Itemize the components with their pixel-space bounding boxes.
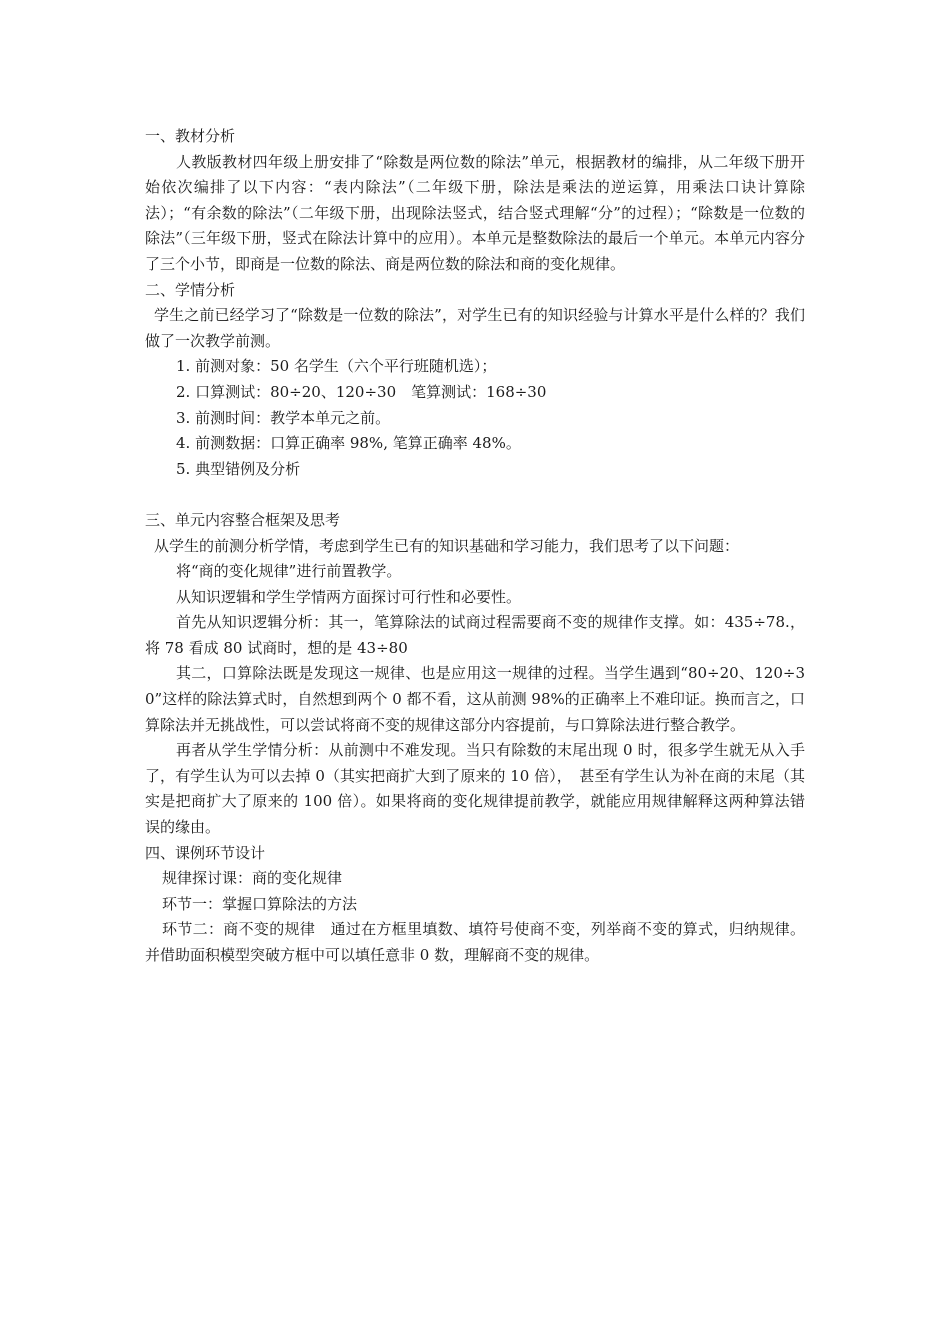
blank-line	[145, 482, 805, 508]
section-heading-student-analysis: 二、学情分析	[145, 280, 236, 299]
section-heading-framework: 三、单元内容整合框架及思考	[145, 510, 341, 529]
list-item-pretest-time: 3. 前测时间：教学本单元之前。	[176, 408, 391, 427]
paragraph-lesson-step-one: 环节一：掌握口算除法的方法	[162, 894, 358, 913]
paragraph-framework-intro: 从学生的前测分析学情，考虑到学生已有的知识基础和学习能力，我们思考了以下问题：	[154, 536, 740, 555]
paragraph-framework-oral: 其二，口算除法既是发现这一规律、也是应用这一规律的过程。当学生遇到“80÷20、120÷30”这样的除法算式时，自然想到两个 0 都不看，这从前测 98%的正确率上不难印证。换而言之，口算除法并无挑战性，可以尝试将商不变的规律这部分内容提前，与口算除法进行整合教学。	[145, 664, 805, 734]
paragraph-textbook-analysis: 人教版教材四年级上册安排了“除数是两位数的除法”单元，根据教材的编排，从二年级下册开始依次编排了以下内容：“表内除法”（二年级下册，除法是乘法的逆运算，用乘法口诀计算除法）；“有余数的除法”（二年级下册，出现除法竖式，结合竖式理解“分”的过程）；“除数是一位数的除法”（三年级下册，竖式在除法计算中的应用）。本单元是整数除法的最后一个单元。本单元内容分了三个小节，即商是一位数的除法、商是两位数的除法和商的变化规律。	[145, 152, 805, 273]
paragraph-framework-learning: 再者从学生学情分析：从前测中不难发现。当只有除数的末尾出现 0 时，很多学生就无从入手了，有学生认为可以去掉 0（其实把商扩大到了原来的 10 倍）， 甚至有学生认为补在商的末尾（其实是把商扩大了原来的 100 倍）。如果将商的变化规律提前教学，就能应用规律解释这两种算法错误的缘由。	[145, 741, 805, 837]
section-heading-textbook-analysis: 一、教材分析	[145, 127, 236, 145]
paragraph-framework-feasibility: 从知识逻辑和学生学情两方面探讨可行性和必要性。	[176, 587, 522, 606]
list-item-typical-errors: 5. 典型错例及分析	[176, 459, 301, 478]
list-item-pretest-content: 2. 口算测试：80÷20、120÷30 笔算测试：168÷30	[176, 382, 547, 401]
paragraph-student-analysis: 学生之前已经学习了“除数是一位数的除法”，对学生已有的知识经验与计算水平是什么样的？我们做了一次教学前测。	[145, 306, 805, 350]
document-body	[145, 124, 805, 969]
list-item-pretest-subjects: 1. 前测对象：50 名学生（六个平行班随机选）；	[176, 357, 497, 376]
paragraph-lesson-step-two: 环节二：商不变的规律 通过在方框里填数、填符号使商不变，列举商不变的算式，归纳规律。并借助面积模型突破方框中可以填任意非 0 数，理解商不变的规律。	[145, 920, 805, 964]
section-heading-lesson-design: 四、课例环节设计	[145, 843, 266, 862]
paragraph-framework-logic: 首先从知识逻辑分析：其一，笔算除法的试商过程需要商不变的规律作支撑。如：435÷78.，将 78 看成 80 试商时，想的是 43÷80	[145, 613, 805, 657]
paragraph-lesson-title: 规律探讨课：商的变化规律	[162, 869, 343, 888]
paragraph-framework-preteach: 将“商的变化规律”进行前置教学。	[176, 562, 402, 581]
list-item-pretest-data: 4. 前测数据：口算正确率 98%, 笔算正确率 48%。	[176, 434, 521, 453]
